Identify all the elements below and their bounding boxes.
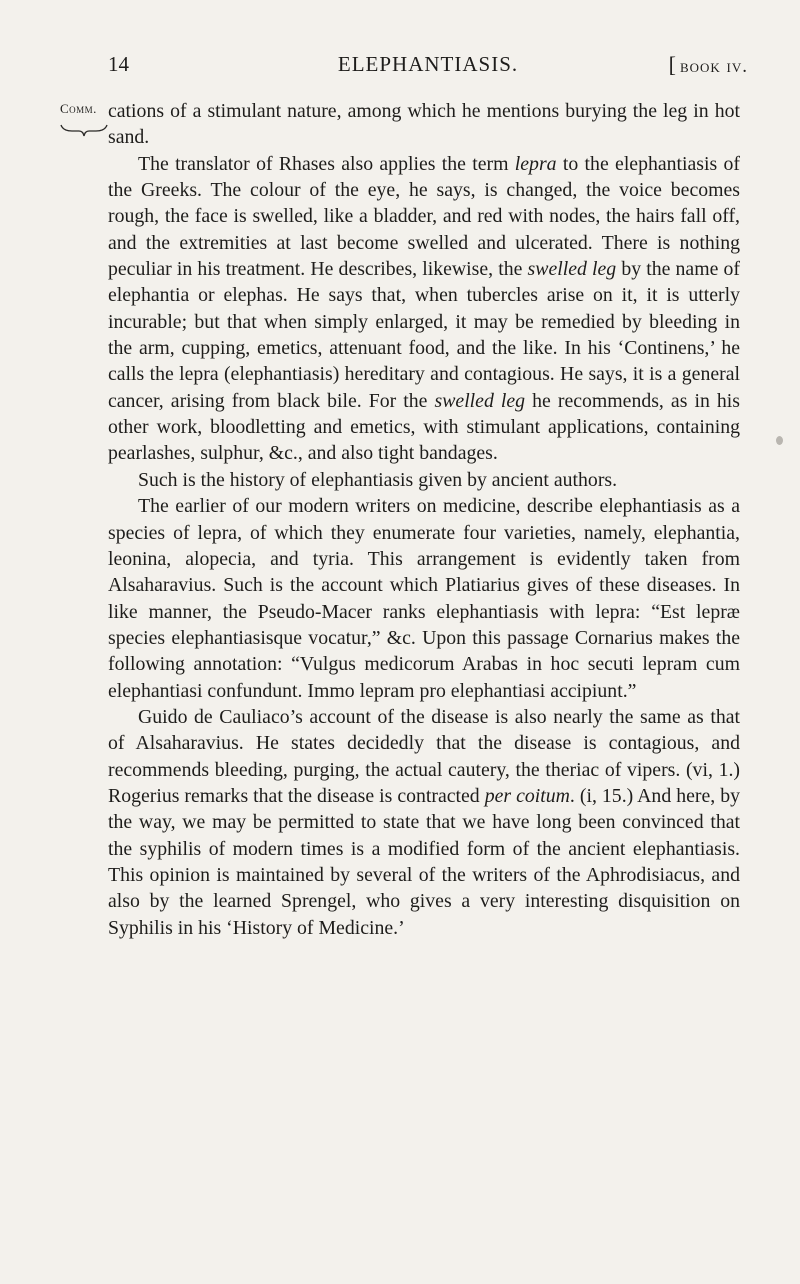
- book-reference-bracket: [: [668, 52, 677, 77]
- paragraph-1: cations of a stimulant nature, among which he mentions burying the leg in hot sand.: [108, 100, 740, 149]
- running-title: ELEPHANTIASIS.: [337, 52, 519, 76]
- book-reference-label: book iv.: [679, 56, 748, 77]
- margin-note: [60, 101, 112, 117]
- paragraph-2: [108, 151, 740, 467]
- paragraph-2-italic-lepra: lepra: [514, 152, 557, 175]
- paragraph-3: Such is the history of elephantiasis given by ancient authors.: [138, 468, 618, 491]
- paragraph-2-text-c: by the name of elephantia or elephas. He says that, when tubercles arise on it, it is utterly incurable; but that when simply enlarged, it may be remedied by bleeding in the arm, cupping, emetics, attenuant food, and the like. In his ‘Continens,’ he calls the lepra (elephantiasis) hereditary and contagious. He says, it is a general cancer, arising from black bile. For the: [108, 258, 740, 412]
- paragraph-5-text-b: . (i, 15.) And here, by the way, we may be permitted to state that we have long been convinced that the syphilis of modern times is a modified form of the ancient elephantiasis. This opinion is maintained by several of the writers of the Aphrodisiacus, and also by the learned Sprengel, who gives a very interesting disquisition on Syphilis in his ‘History of Medicine.’: [108, 784, 740, 939]
- paragraph-2-text-b: to the elephantiasis of the Greeks. The colour of the eye, he says, is changed, the voice becomes rough, the face is swelled, like a bladder, and red with nodes, the hairs fall off, and the extremities at last become swelled and ulcerated. There is nothing peculiar in his treatment. He describes, likewise, the: [108, 152, 740, 281]
- margin-note-label: Comm.: [60, 101, 97, 116]
- paragraph-2-italic-swelled-leg-1: swelled leg: [527, 258, 617, 281]
- running-head: [108, 52, 748, 82]
- text-body: [108, 98, 740, 941]
- paper-speck: [776, 436, 783, 445]
- paragraph-5-text-a: Guido de Cauliaco’s account of the disease is also nearly the same as that of Alsaharavius. He states decidedly that the disease is contagious, and recommends bleeding, purging, the actual cautery, the theriac of vipers. (vi, 1.) Rogerius remarks that the disease is contracted: [108, 705, 740, 807]
- margin-brace-icon: [60, 123, 108, 137]
- paragraph-2-text-a: The translator of Rhases also applies the term: [138, 152, 515, 175]
- paragraph-4: The earlier of our modern writers on medicine, describe elephantiasis as a species of lepra, of which they enumerate four varieties, namely, elephantia, leonina, alopecia, and tyria. This arrangement is evidently taken from Alsaharavius. Such is the account which Platiarius gives of these diseases. In like manner, the Pseudo-Macer ranks elephantiasis with lepra: “Est lepræ species elephantiasisque vocatur,” &c. Upon this passage Cornarius makes the following annotation: “Vulgus medicorum Arabas in hoc secuti lepram cum elephantiasi confundunt. Immo lepram pro elephantiasi accipiunt.”: [108, 495, 740, 702]
- paragraph-2-italic-swelled-leg-2: swelled leg: [434, 389, 526, 412]
- paragraph-5-italic-per-coitum: per coitum: [484, 784, 570, 807]
- book-reference: [669, 52, 748, 78]
- page-number: 14: [108, 52, 129, 76]
- paragraph-5: [108, 704, 740, 941]
- paragraph-2-text-d: he recommends, as in his other work, bloodletting and emetics, with stimulant applications, containing pearlashes, sulphur, &c., and also tight bandages.: [108, 389, 740, 465]
